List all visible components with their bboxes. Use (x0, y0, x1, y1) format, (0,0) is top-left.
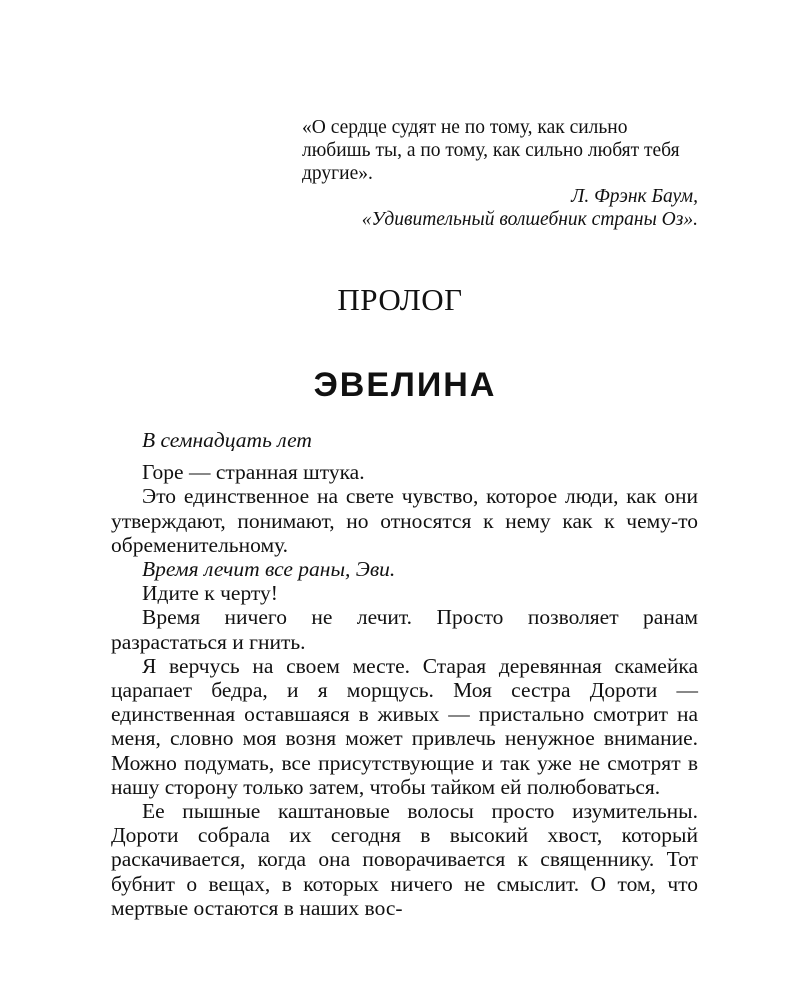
epigraph (302, 116, 698, 231)
chapter-subtitle: В семнадцать лет (142, 428, 312, 452)
paragraph: Ее пышные каштановые волосы просто изумительны. Дороти собрала их сегодня в высокий хвост, который раскачивается, когда она поворачивается к священнику. Тот бубнит о вещах, в которых ничего не смыслит. О том, что мертвые остаются в наших вос- (111, 799, 698, 920)
paragraph-italic: Время лечит все раны, Эви. (142, 557, 396, 582)
chapter-title: ЭВЕЛИНА (313, 366, 497, 404)
epigraph-quote: «О сердце судят не по тому, как сильно любишь ты, а по тому, как сильно любят тебя другие». (302, 117, 680, 184)
prologue-heading: ПРОЛОГ (337, 282, 463, 317)
paragraph: Время ничего не лечит. Просто позволяет ранам разрастаться и гнить. (111, 605, 698, 654)
epigraph-source: «Удивительный волшебник страны Оз». (361, 209, 698, 230)
body-text (111, 428, 698, 920)
paragraph: Это единственное на свете чувство, которое люди, как они утверждают, понимают, но относятся к нему как к чему-то обременительному. (111, 484, 698, 557)
epigraph-author: Л. Фрэнк Баум, (571, 186, 698, 207)
paragraph: Идите к черту! (142, 581, 278, 606)
paragraph: Горе — странная штука. (142, 460, 365, 485)
paragraph: Я верчусь на своем месте. Старая деревянная скамейка царапает бедра, и я морщусь. Моя сестра Дороти — единственная оставшаяся в живых — пристально смотрит на меня, словно моя возня может привлечь ненужное внимание. Можно подумать, все присутствующие и так уже не смотрят в нашу сторону только затем, чтобы тайком ей полюбоваться. (111, 653, 698, 799)
